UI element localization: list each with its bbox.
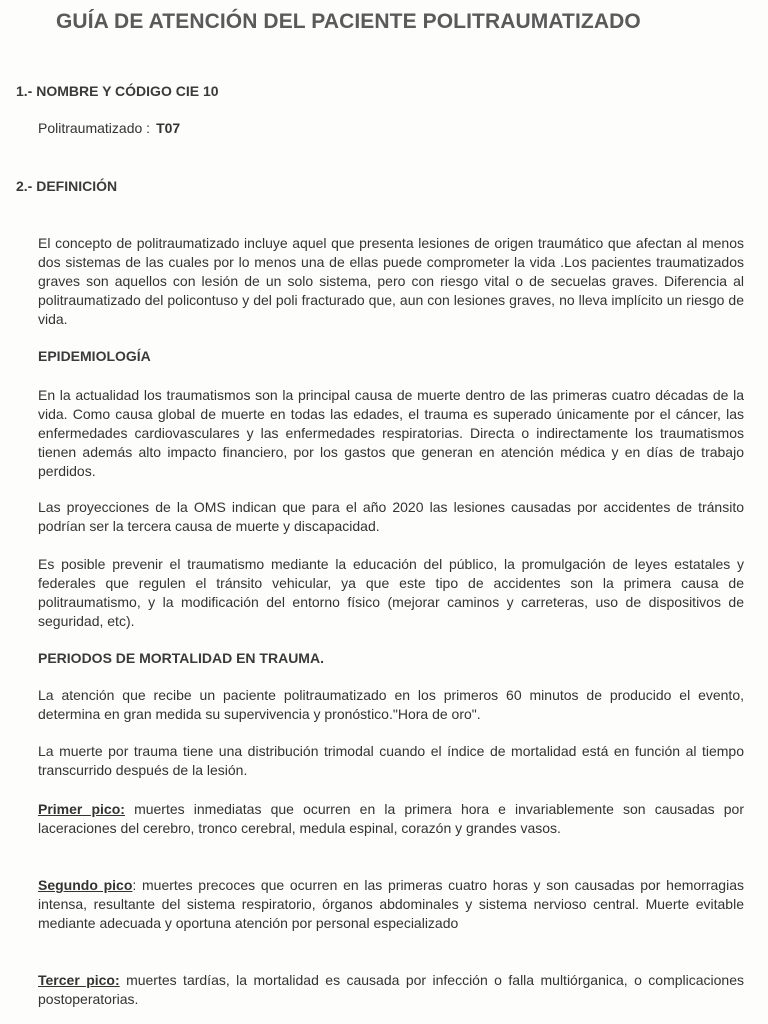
- second-peak-text: : muertes precoces que ocurren en las primeras cuatro horas y son causadas por hemorragias intensa, resultante del sistema respiratorio, órganos abdominales y sistema nervioso central. Muerte evitable mediante adecuada y oportuna atención por personal especializado: [38, 877, 744, 931]
- third-peak-paragraph: [38, 971, 744, 1009]
- second-peak-label: Segundo pico: [38, 877, 133, 893]
- epidemiology-paragraph-1: En la actualidad los traumatismos son la principal causa de muerte dentro de las primeras cuatro décadas de la vida. Como causa global de muerte en todas las edades, el trauma es superado únicamente por el cáncer, las enfermedades cardiovasculares y las enfermedades respiratorias. Directa o indirectamente los traumatismos tienen además alto impacto financiero, por los gastos que generan en atención médica y en días de trabajo perdidos.: [38, 387, 744, 479]
- epidemiology-heading: EPIDEMIOLOGÍA: [38, 348, 151, 364]
- diagnosis-code-line: [38, 120, 180, 136]
- mortality-paragraph-2: La muerte por trauma tiene una distribución trimodal cuando el índice de mortalidad está en función al tiempo transcurrido después de la lesión.: [38, 743, 744, 778]
- diagnosis-name-label: Politraumatizado :: [38, 120, 151, 136]
- epidemiology-paragraph-2: Las proyecciones de la OMS indican que para el año 2020 las lesiones causadas por accidentes de tránsito podrían ser la tercera causa de muerte y discapacidad.: [38, 499, 744, 534]
- third-peak-label: Tercer pico:: [38, 972, 120, 988]
- second-peak-paragraph: [38, 876, 744, 933]
- third-peak-text: muertes tardías, la mortalidad es causada por infección o falla multiórganica, o complicaciones postoperatorias.: [38, 972, 744, 1007]
- epidemiology-paragraph-3: Es posible prevenir el traumatismo mediante la educación del público, la promulgación de leyes estatales y federales que regulen el tránsito vehicular, ya que este tipo de accidentes son la primera causa de politraumatismo, y la modificación del entorno físico (mejorar caminos y carreteras, uso de dispositivos de seguridad, etc).: [38, 556, 744, 629]
- section-heading-definition: 2.- DEFINICIÓN: [16, 178, 118, 194]
- definition-paragraph: El concepto de politraumatizado incluye aquel que presenta lesiones de origen traumático que afectan al menos dos sistemas de las cuales por lo menos una de ellas puede comprometer la vida .Los pacientes traumatizados graves son aquellos con lesión de un solo sistema, pero con riesgo vital o de secuelas graves. Diferencia al politraumatizado del policontuso y del poli fracturado que, aun con lesiones graves, no lleva implícito un riesgo de vida.: [38, 235, 744, 327]
- mortality-paragraph-1: La atención que recibe un paciente politraumatizado en los primeros 60 minutos de producido el evento, determina en gran medida su supervivencia y pronóstico."Hora de oro".: [38, 687, 744, 722]
- section-heading-name-code: 1.- NOMBRE Y CÓDIGO CIE 10: [16, 83, 219, 99]
- first-peak-label: Primer pico:: [38, 801, 125, 817]
- mortality-periods-heading: PERIODOS DE MORTALIDAD EN TRAUMA.: [38, 650, 324, 666]
- first-peak-paragraph: [38, 800, 744, 838]
- first-peak-text: muertes inmediatas que ocurren en la primera hora e invariablemente son causadas por laceraciones del cerebro, tronco cerebral, medula espinal, corazón y grandes vasos.: [38, 801, 744, 836]
- cie10-code: T07: [156, 120, 181, 136]
- document-title: GUÍA DE ATENCIÓN DEL PACIENTE POLITRAUMATIZADO: [56, 10, 641, 33]
